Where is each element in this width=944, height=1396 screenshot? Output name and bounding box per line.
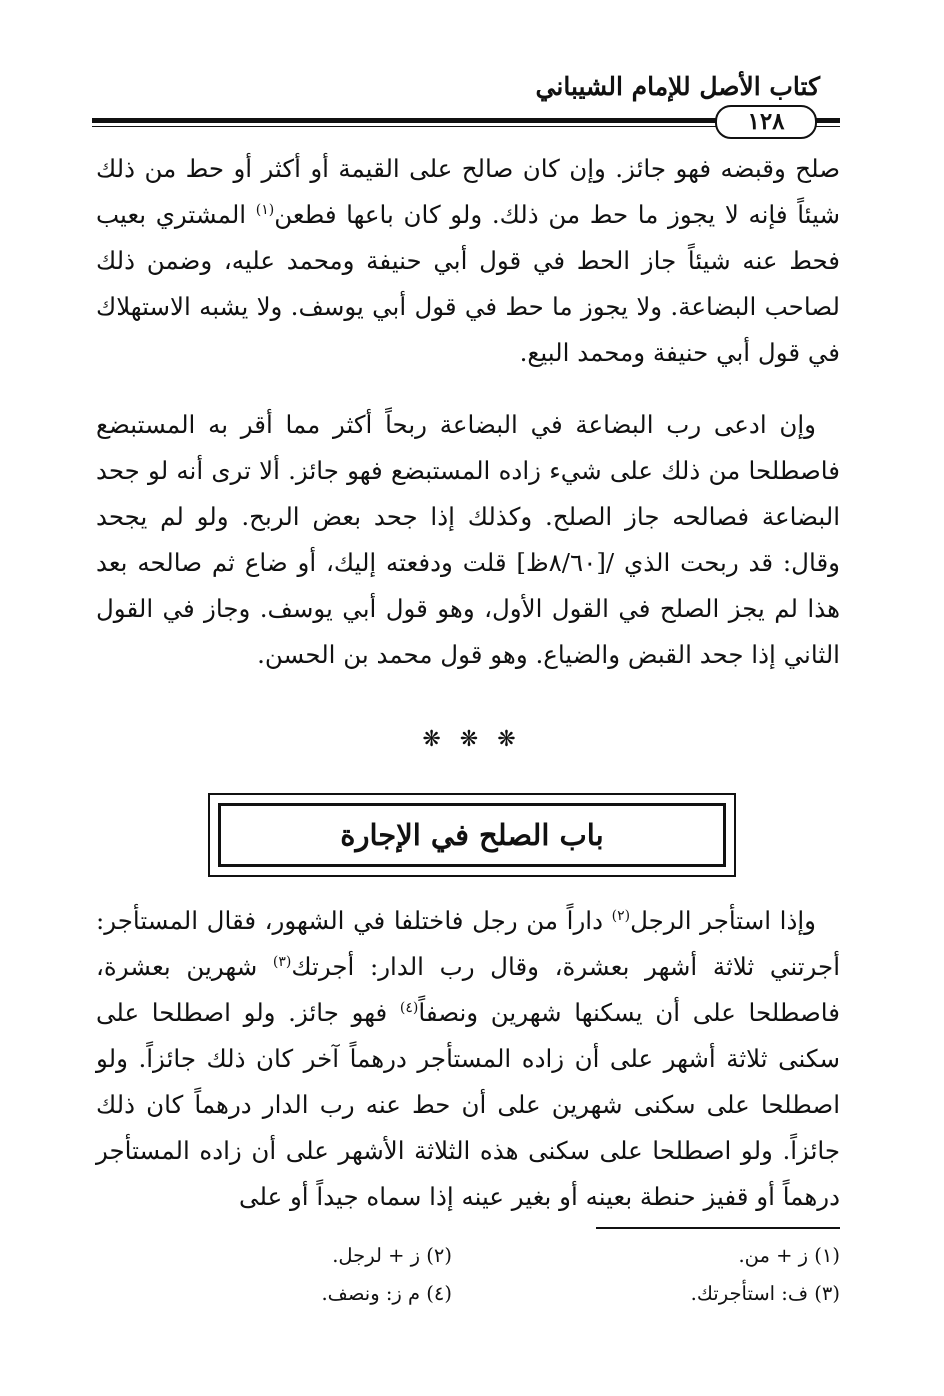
footnote-row [96,1282,840,1314]
section-separator: ❋ ❋ ❋ [422,727,522,752]
footnote-3 [691,1282,840,1305]
footnote-ref-1[interactable]: (١) [255,201,275,218]
footnote-number: (٢) [426,1244,452,1267]
footnote-ref-3[interactable]: (٣) [272,953,292,970]
chapter-heading-inner-frame [218,803,726,867]
footnote-text: ف: استأجرتك. [690,1282,809,1305]
footnote-text: ز + من. [738,1244,809,1267]
paragraph-3-text-d: فهو جائز. ولو اصطلحا على سكنى ثلاثة أشهر على أن زاده المستأجر درهماً آخر كان ذلك جائزاً. ولو اصطلحا على سكنى شهرين على أن حط عنه رب الدار درهماً كان ذلك جائزاً. ولو اصطلحا على سكنى هذه الثلاثة الأشهر على أن زاده المستأجر درهماً أو قفيز حنطة بعينه أو بغير عينه إذا سماه جيداً أو على [96,998,840,1211]
footnote-separator-rule [596,1227,840,1229]
footnote-ref-4[interactable]: (٤) [399,999,419,1016]
footnote-2 [332,1244,452,1267]
paragraph-3-text-c: شهرين بعشرة، فاصطلحا على أن يسكنها شهرين ونصفاً [96,952,840,1027]
paragraph-1-text-b: المشتري بعيب فحط عنه شيئاً جاز الحط في قول أبي حنيفة ومحمد عليه، وضمن ذلك لصاحب البضاعة. ولا يجوز ما حط في قول أبي يوسف. ولا يشبه الاستهلاك في قول أبي حنيفة ومحمد البيع. [96,200,840,367]
paragraph-3 [96,898,840,1220]
footnote-1 [738,1244,840,1267]
footnote-text: ز + لرجل. [332,1244,421,1267]
running-header-title: كتاب الأصل للإمام الشيباني [535,72,820,101]
footnote-4 [321,1282,452,1305]
chapter-title: باب الصلح في الإجارة [340,818,604,852]
footnote-number: (١) [814,1244,840,1267]
paragraph-2: وإن ادعى رب البضاعة في البضاعة ربحاً أكثر مما أقر به المستبضع فاصطلحا من ذلك على شيء زاده المستبضع فهو جائز. ألا ترى أنه لو جحد البضاعة فصالحه جاز الصلح. وكذلك إذا جحد بعض الربح. ولو لم يجحد وقال: قد ربحت الذي /[٨/٦٠ظ] قلت ودفعته إليك، أو ضاع ثم صالحه بعد هذا لم يجز الصلح في القول الأول، وهو قول أبي يوسف. وجاز في القول الثاني إذا جحد القبض والضياع. وهو قول محمد بن الحسن. [96,410,840,669]
footnote-ref-2[interactable]: (٢) [611,907,631,924]
footnote-number: (٣) [814,1282,840,1305]
paragraph-3-text-a: وإذا استأجر الرجل [630,906,816,935]
chapter-heading-frame [208,793,736,877]
page-number-badge: ١٢٨ [715,105,817,139]
footnote-row [96,1244,840,1276]
paragraph-1-text-a: صلح وقبضه فهو جائز. وإن كان صالح على القيمة أو أكثر أو حط من ذلك شيئاً فإنه لا يجوز ما حط من ذلك. ولو كان باعها فطعن [96,154,840,229]
paragraph-3-text-b: داراً من رجل فاختلفا في الشهور، فقال المستأجر: أجرتني ثلاثة أشهر بعشرة، وقال رب الدار: أجرتك [96,906,841,981]
paragraph-1 [96,146,840,376]
footnote-number: (٤) [426,1282,452,1305]
footnote-text: م ز: ونصف. [321,1282,421,1305]
